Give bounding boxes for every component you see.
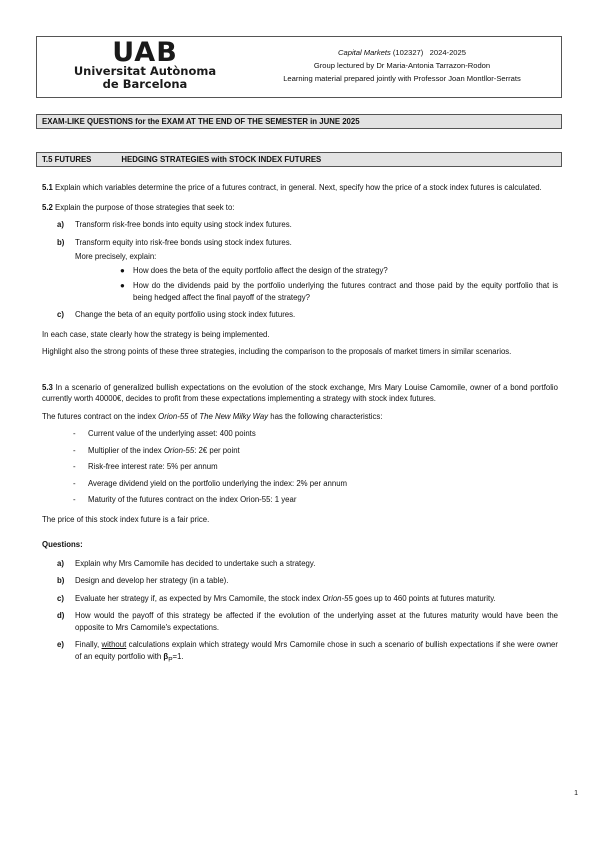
index-name: Orion-55 (163, 445, 195, 455)
item-text: goes up to 460 points at futures maturity. (352, 593, 496, 603)
bullet-icon: ● (120, 265, 125, 275)
list-item (42, 309, 558, 321)
item-text: Change the beta of an equity portfolio using stock index futures. (75, 310, 296, 319)
item-marker: b) (57, 237, 65, 247)
list-item (42, 478, 558, 490)
bullet-text: How do the dividends paid by the portfolio underlying the futures contract and those paid by the equity portfolio that is being hedged affect the final payoff of the strategy? (133, 281, 558, 302)
contract-text: of (188, 411, 200, 421)
item-marker: c) (57, 310, 64, 319)
course-line (247, 46, 557, 59)
academic-year: 2024-2025 (429, 48, 466, 57)
item-marker: a) (57, 220, 64, 229)
bullet-item (113, 265, 558, 277)
item-text: Average dividend yield on the portfolio underlying the index: 2% per annum (88, 478, 348, 488)
question-number: 5.1 (42, 183, 53, 192)
more-precisely-label: More precisely, explain: (75, 252, 157, 261)
questions-list (42, 558, 558, 666)
item-text: Finally, (75, 640, 102, 649)
section-title-bar (36, 152, 562, 167)
dash-icon: - (73, 478, 76, 488)
list-item (42, 575, 558, 587)
closing-paragraph-1: In each case, state clearly how the strategy is being implemented. (42, 329, 270, 339)
dash-icon: - (73, 462, 76, 471)
index-name: Orion-55 (158, 411, 189, 421)
contract-text: has the following characteristics: (268, 411, 383, 421)
list-item (42, 445, 558, 457)
item-text: Multiplier of the index (88, 445, 164, 455)
item-text: Risk-free interest rate: 5% per annum (88, 462, 218, 471)
logo-line3: de Barcelona (102, 76, 188, 91)
list-item (42, 461, 558, 473)
bullet-item (113, 280, 558, 303)
questions-heading: Questions: (42, 540, 83, 549)
section-code: T.5 FUTURES (42, 155, 92, 164)
item-text: Maturity of the futures contract on the index Orion-55: 1 year (88, 495, 297, 504)
item-text: Explain why Mrs Camomile has decided to undertake such a strategy. (75, 558, 316, 568)
dash-icon: - (73, 429, 76, 438)
material-note: Learning material prepared jointly with Professor Joan Montllor-Serrats (283, 74, 521, 83)
item-text: calculations explain which strategy would Mrs Camomile chose in such a scenario of bullish expectations if she were owner of an equity portfolio with (75, 640, 558, 661)
item-text: : 2€ per point (194, 445, 240, 455)
question-5-1 (42, 182, 558, 194)
list-item (42, 494, 558, 506)
contract-intro (42, 411, 558, 423)
contract-text: The futures contract on the index (42, 411, 159, 421)
logo-uab: UAB (112, 37, 178, 68)
list-item (42, 610, 558, 633)
course-code: (102327) (392, 48, 424, 57)
characteristics-list (42, 428, 558, 506)
list-item (42, 237, 558, 304)
beta-subscript: P (168, 656, 173, 664)
uab-logo (45, 37, 245, 91)
list-item (42, 219, 558, 231)
underlined-word: without (101, 640, 127, 649)
item-marker: e) (57, 640, 64, 649)
logo-line2: Universitat Autònoma (73, 64, 217, 78)
fair-price-note: The price of this stock index future is a fair price. (42, 514, 210, 524)
closing-paragraph-2: Highlight also the strong points of these three strategies, including the comparison to the proposals of market timers in similar scenarios. (42, 347, 512, 356)
question-5-3 (42, 382, 558, 405)
question-5-2 (42, 202, 558, 214)
question-text: In a scenario of generalized bullish expectations on the evolution of the stock exchange, Mrs Mary Louise Camomile, owner of a bond portfolio currently worth 40000€, decides to profit from these expectations implementing a strategy with stock index futures. (42, 382, 558, 403)
question-text: Explain the purpose of those strategies that seek to: (55, 202, 235, 212)
header-box (36, 36, 562, 98)
exchange-name: The New Milky Way (199, 411, 269, 421)
question-number: 5.3 (42, 382, 53, 392)
item-text: Transform risk-free bonds into equity using stock index futures. (75, 220, 292, 229)
page-number: 1 (574, 790, 578, 797)
exam-title-bar (36, 114, 562, 129)
question-text: Explain which variables determine the price of a futures contract, in general. Next, specify how the price of a stock index futures is calculated. (55, 183, 542, 192)
item-text: Transform equity into risk-free bonds using stock index futures. (75, 237, 292, 247)
list-item (42, 593, 558, 605)
course-name: Capital Markets (338, 48, 391, 57)
item-marker: c) (57, 593, 64, 603)
content (42, 182, 558, 674)
question-5-2-items (42, 219, 558, 321)
section-topic: HEDGING STRATEGIES with STOCK INDEX FUTURES (121, 155, 322, 164)
list-item (42, 428, 558, 440)
item-marker: a) (57, 558, 64, 568)
list-item (42, 639, 558, 666)
item-text: Evaluate her strategy if, as expected by Mrs Camomile, the stock index (75, 593, 323, 603)
bullet-list (75, 265, 558, 304)
dash-icon: - (73, 495, 76, 504)
bullet-icon: ● (120, 281, 125, 290)
item-marker: b) (57, 576, 65, 585)
exam-title: EXAM-LIKE QUESTIONS for the EXAM AT THE END OF THE SEMESTER in JUNE 2025 (42, 117, 360, 126)
course-info (247, 46, 557, 85)
question-number: 5.2 (42, 202, 53, 212)
list-item (42, 558, 558, 570)
index-name: Orion-55 (322, 593, 353, 603)
bullet-text: How does the beta of the equity portfolio affect the design of the strategy? (133, 265, 388, 275)
item-text: Design and develop her strategy (in a table). (75, 576, 229, 585)
dash-icon: - (73, 445, 76, 455)
item-text: =1. (172, 651, 184, 661)
beta-symbol: β (163, 651, 169, 661)
lecturer-line: Group lectured by Dr Maria-Antonia Tarrazon-Rodon (313, 61, 491, 70)
item-text: How would the payoff of this strategy be affected if the evolution of the underlying asset at the futures maturity would have been the opposite to Mrs Camomile's expectations. (75, 611, 558, 632)
item-text: Current value of the underlying asset: 400 points (88, 429, 256, 438)
item-marker: d) (57, 611, 65, 620)
